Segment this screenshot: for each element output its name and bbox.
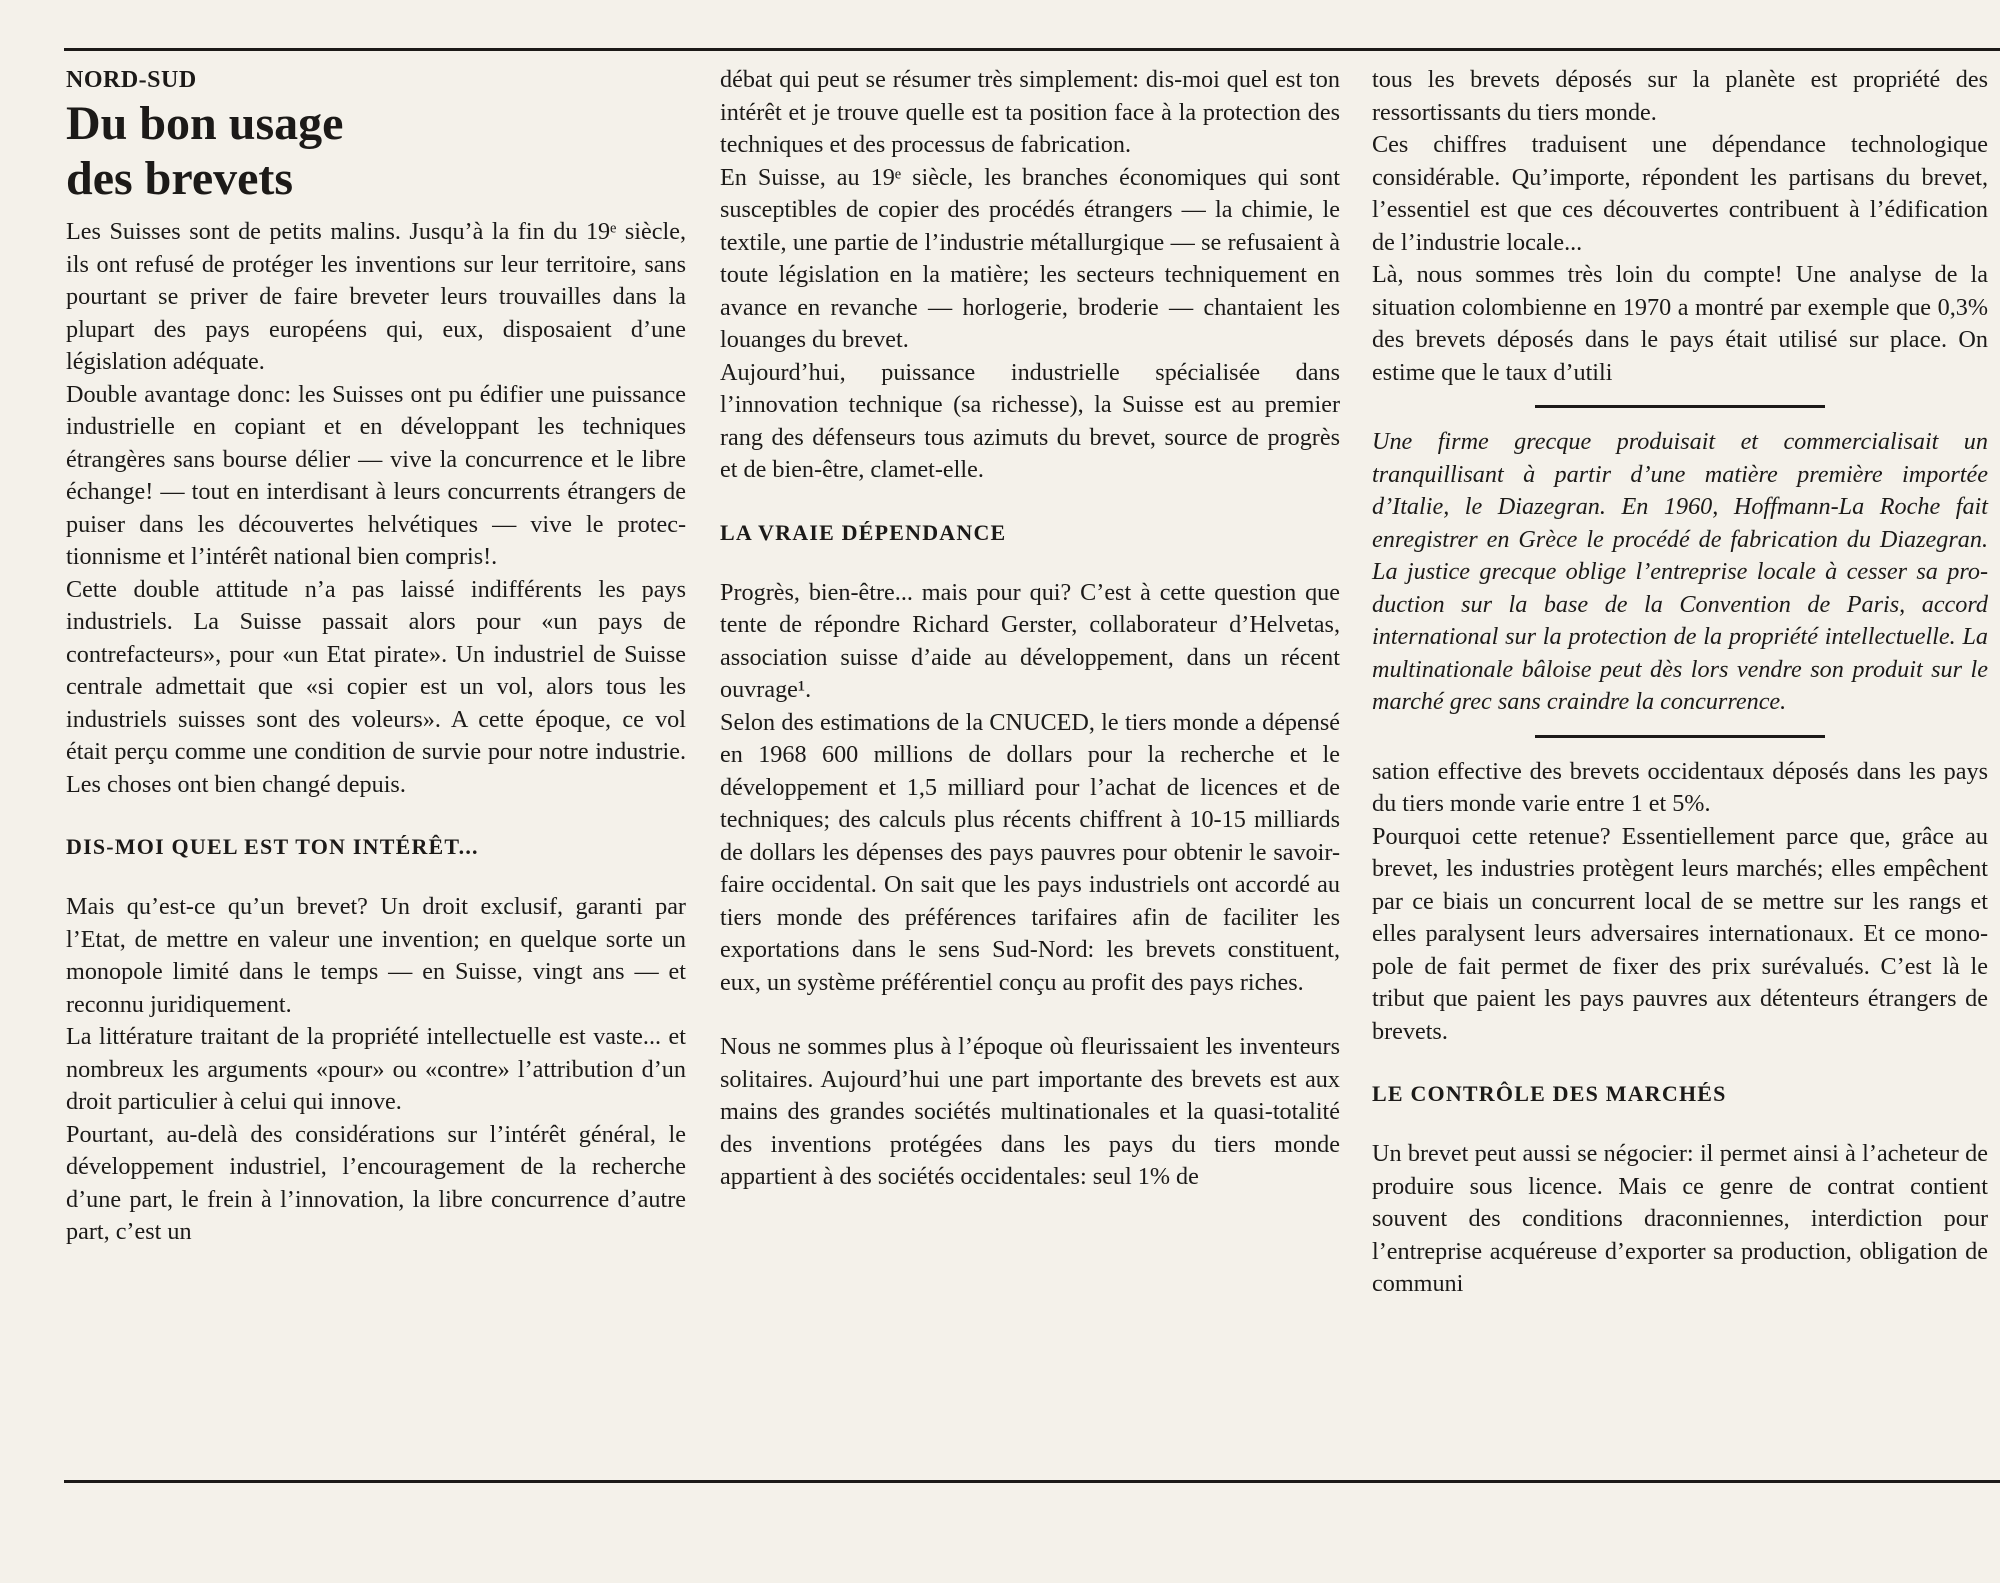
paragraph: Là, nous sommes très loin du compte! Une analyse de la situation colombienne en 1970 a montré par exemple que 0,3% des brevets déposés dans le pays était utilisé sur place. On estime que le taux d’utili <box>1372 261 1988 386</box>
subheading-dependance: LA VRAIE DÉPENDANCE <box>720 519 1007 545</box>
box-bottom-rule <box>1535 735 1825 738</box>
paragraph: En Suisse, au 19ᵉ siècle, les branches économiques qui sont susceptibles de copier des procédés étrangers — la chimie, le textile, une partie de l’industrie métallurgique — se refusaient à toute législation en la matière; les secteurs techniquement en avance en revanche — horlogerie, broderie — chantaient les louanges du brevet. <box>720 163 1340 353</box>
subheading-interet: DIS-MOI QUEL EST TON INTÉRÊT... <box>66 834 479 859</box>
paragraph: Aujourd’hui, puissance industrielle spécialisée dans l’innovation technique (sa richesse), la Suisse est au premier rang des défenseurs tous azimuts du brevet, source de progrès et de bien-être, clamet-elle. <box>720 358 1340 483</box>
column-3 <box>1372 64 1988 1301</box>
article-headline <box>66 96 686 206</box>
headline-line-2: des brevets <box>66 152 294 205</box>
headline-line-1: Du bon usage <box>66 97 344 150</box>
sidebar-box <box>1372 405 1988 738</box>
paragraph: Double avantage donc: les Suisses ont pu édifier une puissance industrielle en copiant et en développant les techniques étrangères sans bourse délier — vive la concurrence et le libre échange! — tout en interdisant à leurs concurrents étrangers de puiser dans les découvertes helvétiques — vive le protectionnisme et l’intérêt national bien compris!. <box>66 380 686 570</box>
top-rule <box>64 48 2000 51</box>
paragraph: Pourtant, au-delà des considérations sur l’intérêt général, le développement industriel, l’encouragement de la recherche d’une part, le frein à l’innovation, la libre concurrence d’autre part, c’est un <box>66 1120 686 1245</box>
paragraph: Nous ne sommes plus à l’époque où fleurissaient les inventeurs solitaires. Aujourd’hui une part importante des brevets est aux mains des grandes sociétés multinationales et la quasi-totalité des inventions protégées dans les pays du tiers monde appartient à des sociétés occidentales: seul 1% de <box>720 1033 1340 1190</box>
column-2 <box>720 64 1340 1194</box>
subheading-marches: LE CONTRÔLE DES MARCHÉS <box>1372 1081 1727 1106</box>
box-text: Une firme grecque produisait et commercialisait un tranquillisant à partir d’une matière première importée d’Italie, le Diazegran. En 1960, Hoffmann-La Roche fait enregistrer en Grèce le procédé de fabrication du Diazegran. La justice grecque oblige l’entreprise locale à cesser sa production sur la base de la Convention de Paris, accord international sur la protection de la propriété intellectuelle. La multinationale bâloise peut dès lors vendre son produit sur le marché grec sans craindre la concurrence. <box>1372 428 1988 715</box>
section-kicker: NORD-SUD <box>66 67 197 93</box>
paragraph: Mais qu’est-ce qu’un brevet? Un droit exclusif, garanti par l’Etat, de mettre en valeur une invention; en quelque sorte un monopole limité dans le temps — en Suisse, vingt ans — et reconnu juridiquement. <box>66 893 686 1018</box>
column-1 <box>66 64 686 1249</box>
bottom-rule <box>64 1480 2000 1483</box>
paragraph: Ces chiffres traduisent une dépendance technologique considérable. Qu’importe, répondent les partisans du brevet, l’essentiel est que ces découvertes contribuent à l’édification de l’industrie locale... <box>1372 131 1988 256</box>
paragraph: Selon des estimations de la CNUCED, le tiers monde a dépensé en 1968 600 millions de dollars pour la recherche et le développement et 1,5 milliard pour l’achat de licences et de techniques; des calculs plus récents chiffrent à 10-15 milliards de dollars les dépenses des pays pauvres pour obtenir le savoir-faire occidental. On sait que les pays industriels ont accordé au tiers monde des préférences tarifaires afin de faciliter les exportations dans le sens Sud-Nord: les brevets constituent, eux, un système préférentiel conçu au profit des pays riches. <box>720 708 1340 996</box>
box-top-rule <box>1535 405 1825 408</box>
paragraph: sation effective des brevets occidentaux déposés dans les pays du tiers monde varie entre 1 et 5%. <box>1372 757 1988 817</box>
paragraph: Les Suisses sont de petits malins. Jusqu’à la fin du 19ᵉ siècle, ils ont refusé de protéger les inventions sur leur territoire, sans pourtant se priver de faire breveter leurs trouvailles dans la plupart des pays européens qui, eux, disposaient d’une législation adéquate. <box>66 218 686 375</box>
paragraph: Progrès, bien-être... mais pour qui? C’est à cette question que tente de répondre Richard Gerster, collaborateur d’Helvetas, association suisse d’aide au développement, dans un récent ouvrage¹. <box>720 578 1340 703</box>
paragraph: Pourquoi cette retenue? Essentiellement parce que, grâce au brevet, les industries protègent leurs marchés; elles empêchent par ce biais un concurrent local de se mettre sur les rangs et elles paralysent leurs adversaires internationaux. Et ce monopole de fait permet de fixer des prix surévalués. C’est là le tribut que paient les pays pauvres aux détenteurs étrangers de brevets. <box>1372 822 1988 1045</box>
paragraph: Cette double attitude n’a pas laissé indifférents les pays industriels. La Suisse passait alors pour «un pays de contrefacteurs», pour «un Etat pirate». Un industriel de Suisse centrale admettait que «si copier est un vol, alors tous les industriels suisses sont des voleurs». A cette époque, ce vol était perçu comme une condition de survie pour notre industrie. Les choses ont bien changé depuis. <box>66 575 686 798</box>
paragraph: La littérature traitant de la propriété intellectuelle est vaste... et nombreux les arguments «pour» ou «contre» l’attribution d’un droit particulier à celui qui innove. <box>66 1023 686 1115</box>
paragraph: Un brevet peut aussi se négocier: il permet ainsi à l’acheteur de produire sous licence. Mais ce genre de contrat contient souvent des conditions draconniennes, interdiction pour l’entreprise acquéreuse d’exporter sa production, obligation de communi <box>1372 1140 1988 1297</box>
paragraph: tous les brevets déposés sur la planète est propriété des ressortissants du tiers monde. <box>1372 66 1988 126</box>
paragraph: débat qui peut se résumer très simplement: dis-moi quel est ton intérêt et je trouve quelle est ta position face à la protection des techniques et des processus de fabrication. <box>720 66 1340 158</box>
